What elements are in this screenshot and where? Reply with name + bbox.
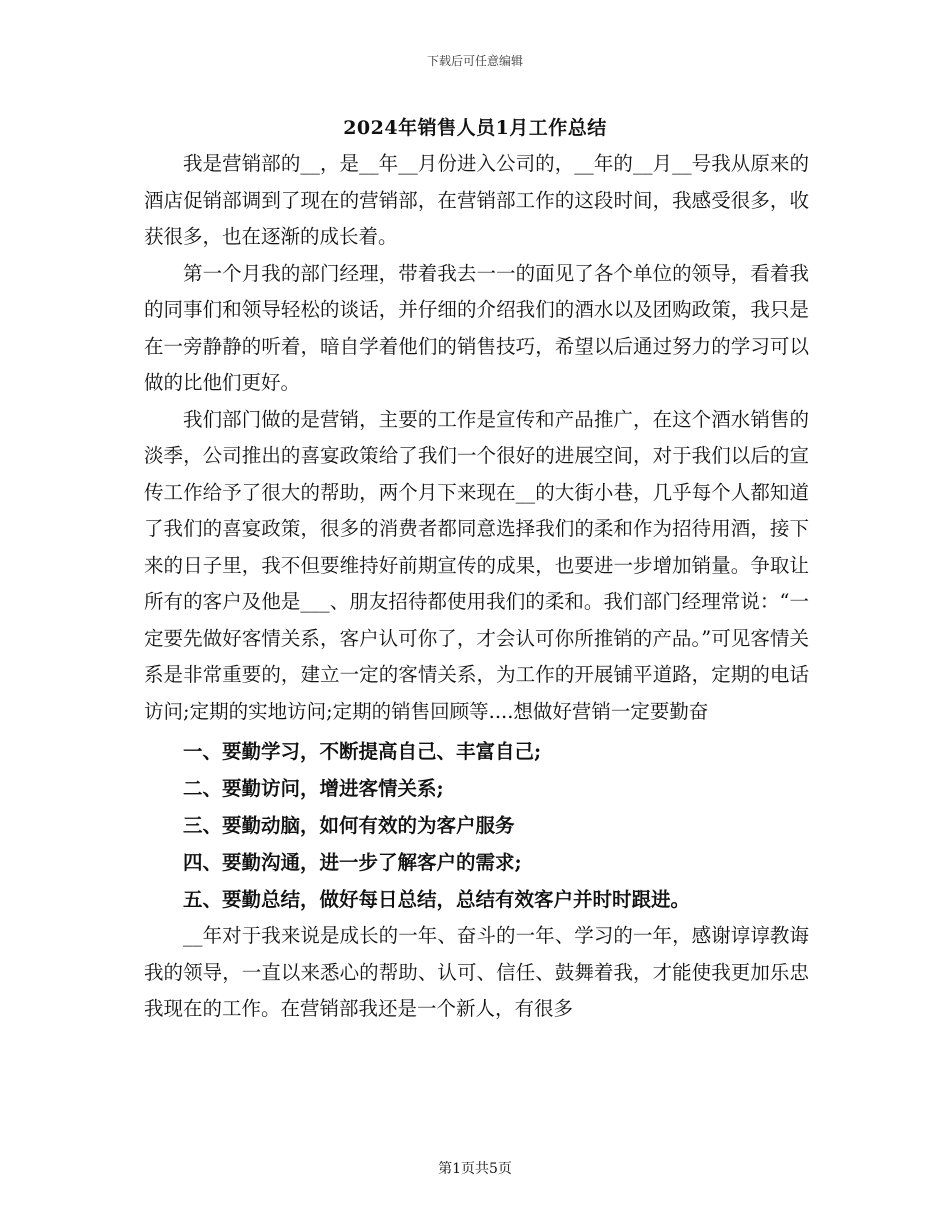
paragraph: __年对于我来说是成长的一年、奋斗的一年、学习的一年，感谢谆谆教诲我的领导，一直以来悉心的帮助、认可、信任、鼓舞着我，才能使我更加乐忠我现在的工作。在营销部我还是一个新人，有很多	[144, 924, 809, 1020]
list-item: 三、要勤动脑，如何有效的为客户服务	[183, 814, 515, 837]
paragraph: 第一个月我的部门经理，带着我去一一的面见了各个单位的领导，看着我的同事们和领导轻松的谈话，并仔细的介绍我们的酒水以及团购政策，我只是在一旁静静的听着，暗自学着他们的销售技巧，希望以后通过努力的学习可以做的比他们更好。	[144, 261, 809, 394]
list-item: 一、要勤学习，不断提高自己、丰富自己;	[183, 740, 542, 763]
document-body	[144, 146, 809, 1028]
paragraph: 我是营销部的__，是__年__月份进入公司的，__年的__月__号我从原来的酒店促销部调到了现在的营销部，在营销部工作的这段时间，我感受很多，收获很多，也在逐渐的成长着。	[144, 152, 809, 248]
paragraph: 我们部门做的是营销，主要的工作是宣传和产品推广，在这个酒水销售的淡季，公司推出的喜宴政策给了我们一个很好的进展空间，对于我们以后的宣传工作给予了很大的帮助，两个月下来现在__的大街小巷，几乎每个人都知道了我们的喜宴政策，很多的消费者都同意选择我们的柔和作为招待用酒，接下来的日子里，我不但要维持好前期宣传的成果，也要进一步增加销量。争取让所有的客户及他是___、朋友招待都使用我们的柔和。我们部门经理常说：“一定要先做好客情关系，客户认可你了，才会认可你所推销的产品。”可见客情关系是非常重要的，建立一定的客情关系，为工作的开展铺平道路，定期的电话访问;定期的实地访问;定期的销售回顾等....想做好营销一定要勤奋	[144, 407, 809, 723]
page-footer: 第1页共5页	[438, 1161, 512, 1177]
list-item: 五、要勤总结，做好每日总结，总结有效客户并时时跟进。	[183, 888, 691, 911]
document-title: 2024年销售人员1月工作总结	[343, 117, 607, 139]
list-item: 二、要勤访问，增进客情关系;	[183, 777, 444, 800]
list-item: 四、要勤沟通，进一步了解客户的需求;	[183, 851, 522, 874]
page-header-note: 下载后可任意编辑	[426, 54, 523, 68]
